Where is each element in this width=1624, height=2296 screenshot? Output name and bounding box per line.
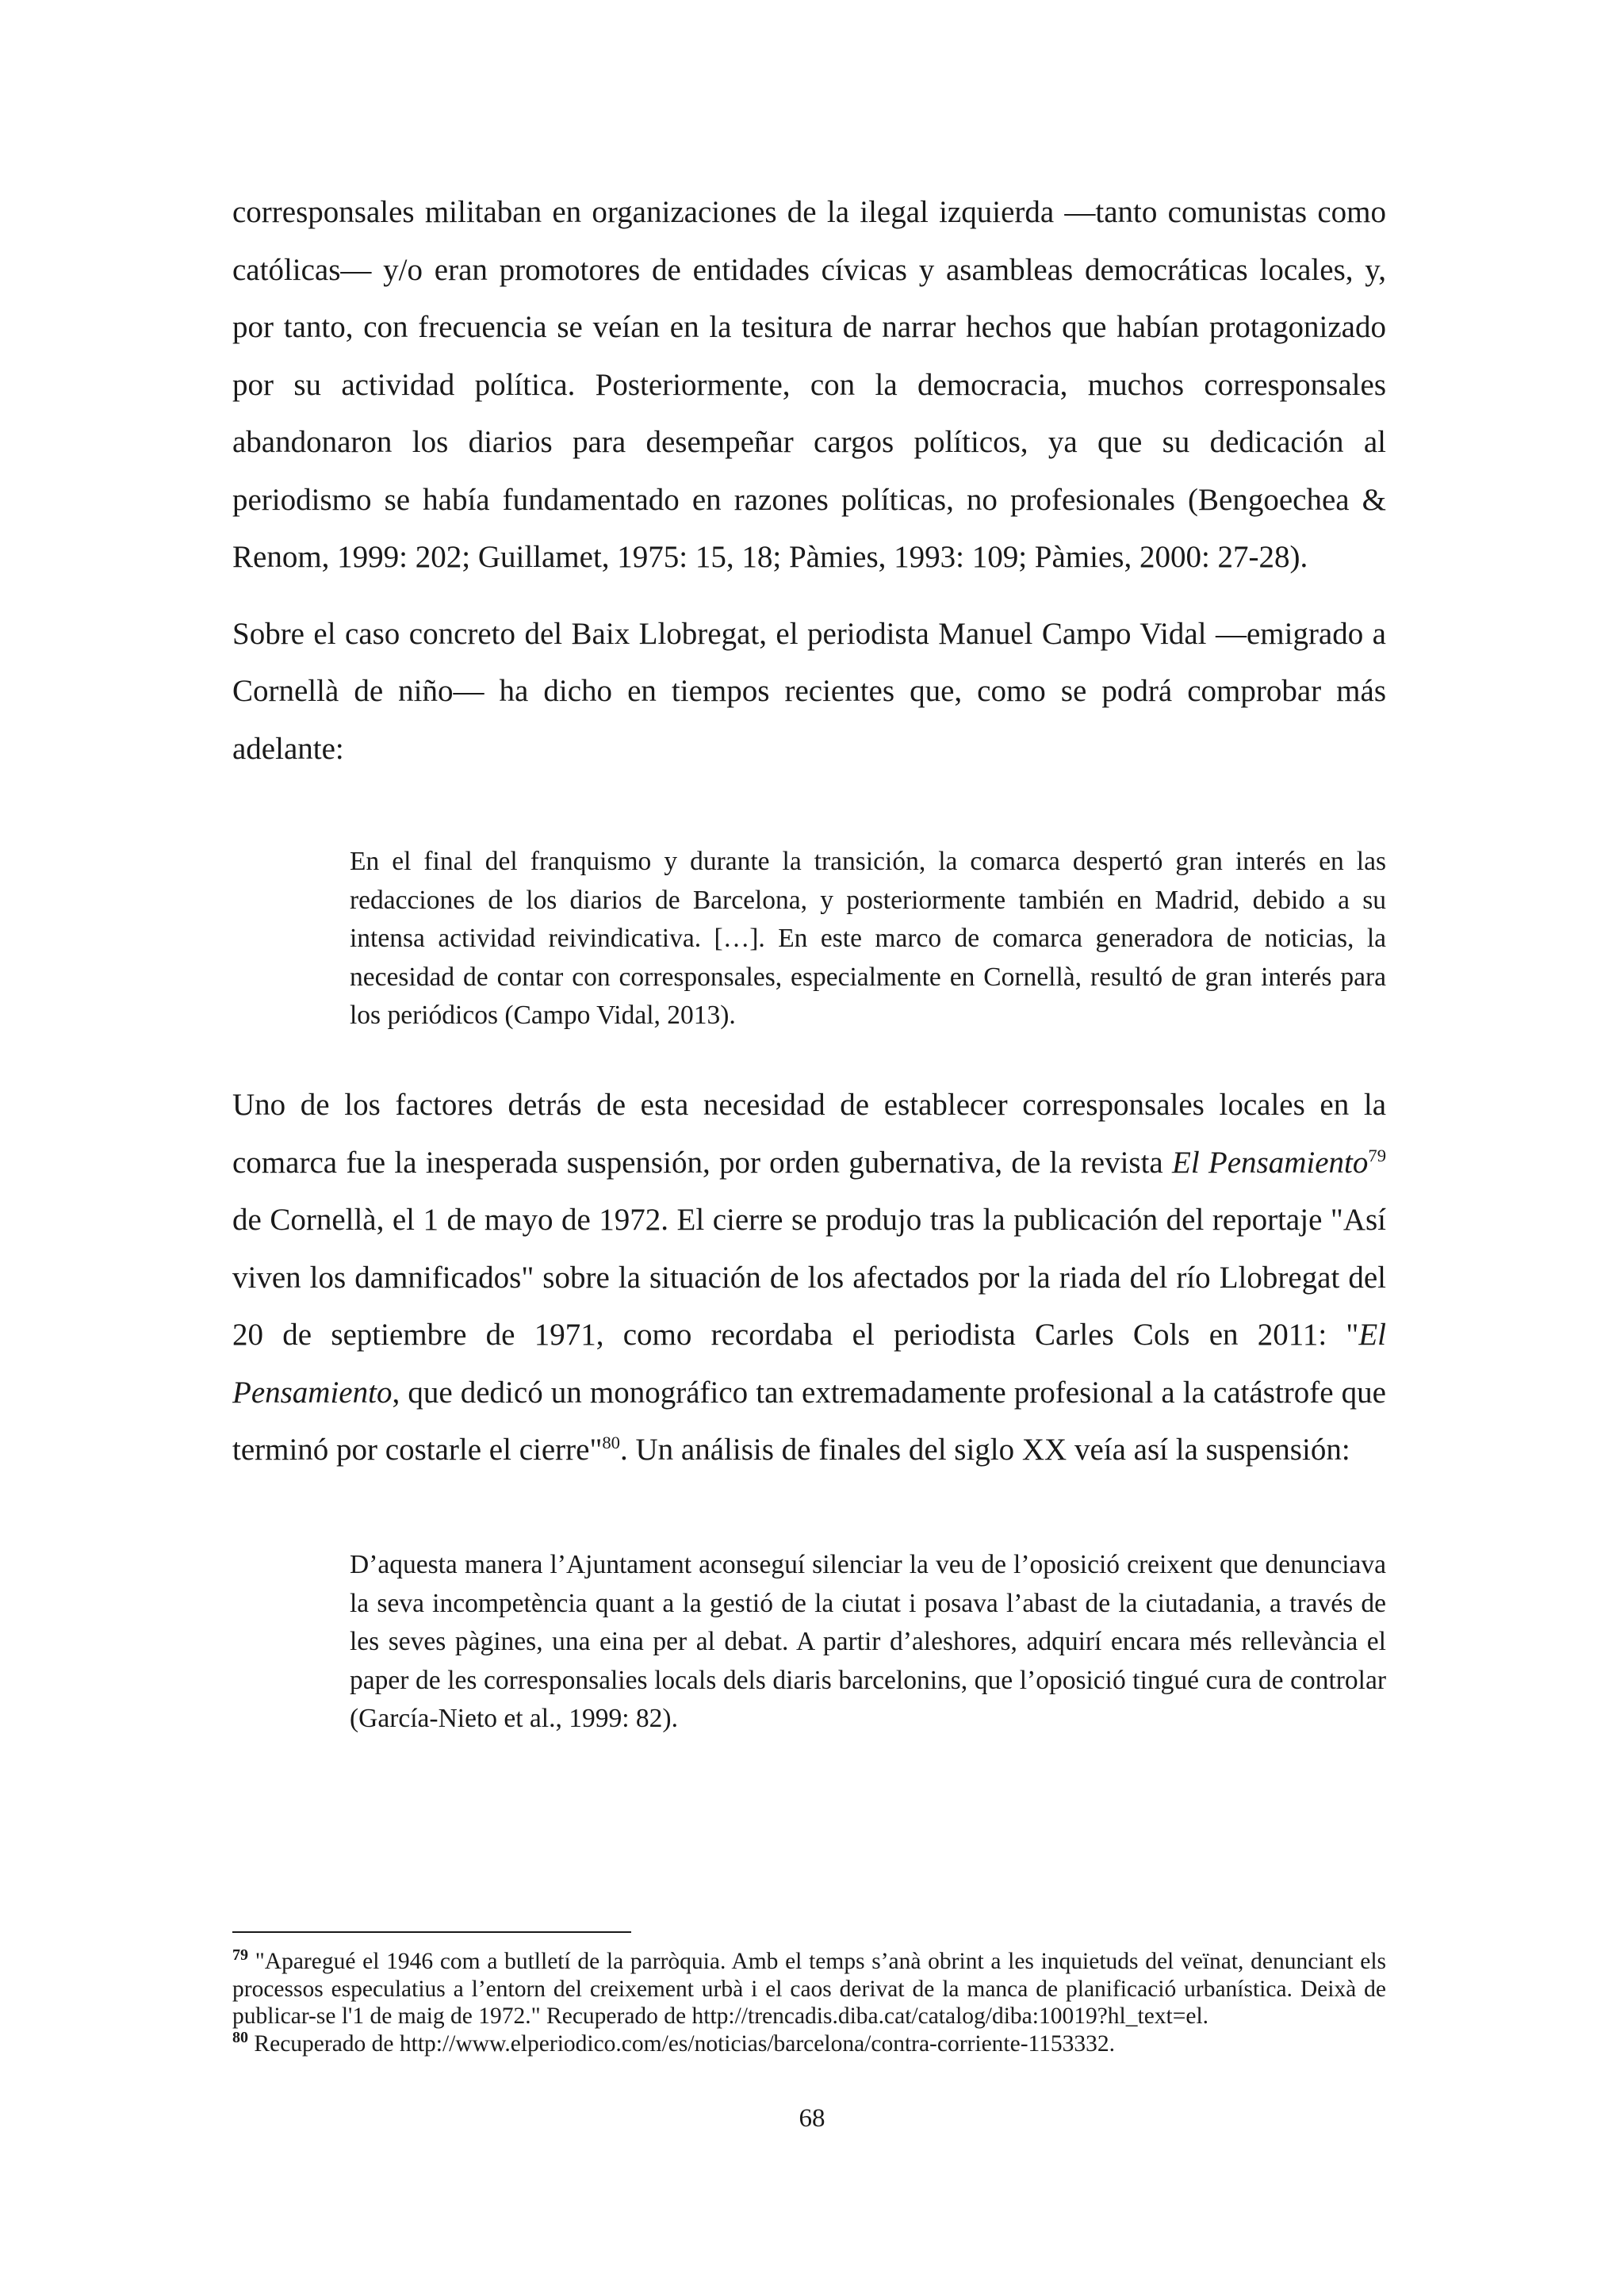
footnote-ref-79[interactable]: 79 — [1368, 1145, 1386, 1165]
footnote-mark-80: 80 — [232, 2028, 249, 2046]
footnotes — [232, 1948, 1386, 2057]
footnote-text-80: Recuperado de http://www.elperiodico.com/es/noticias/barcelona/contra-corriente-1153332. — [248, 2030, 1116, 2057]
footnote-ref-80[interactable]: 80 — [602, 1433, 620, 1452]
paragraph-corresponsales: corresponsales militaban en organizaciones de la ilegal izquierda —tanto comunistas como católicas— y/o eran promotores de entidades cívicas y asambleas democráticas locales, y, por tanto, con frecuencia se veían en la tesitura de narrar hechos que habían protagonizado por su actividad política. Posteriormente, con la democracia, muchos corresponsales abandonaron los diarios para desempeñar cargos políticos, ya que su dedicación al periodismo se había fundamentado en razones políticas, no profesionales (Bengoechea & Renom, 1999: 202; Guillamet, 1975: 15, 18; Pàmies, 1993: 109; Pàmies, 2000: 27-28). — [232, 195, 1386, 574]
paragraph-el-pensamiento-part-a: Uno de los factores detrás de esta necesidad de establecer corresponsales locales en la comarca fue la inesperada suspensión, por orden gubernativa, de la revista — [232, 1088, 1386, 1180]
footnote-separator — [232, 1931, 631, 1933]
paragraph-el-pensamiento-part-b: de Cornellà, el 1 de mayo de 1972. El cierre se produjo tras la publicación del reportaje "Así viven los damnificados" sobre la situación de los afectados por la riada del río Llobregat del 20 de septiembre de 1971, como recordaba el periodista Carles Cols en 2011: " — [232, 1203, 1386, 1352]
paragraph-el-pensamiento — [232, 1077, 1386, 1479]
magazine-title-el-pensamiento-quote: El Pensamiento — [232, 1318, 1386, 1410]
footnote-mark-79: 79 — [232, 1946, 249, 1965]
footnote-80 — [232, 2030, 1386, 2058]
paragraph-baix-llobregat: Sobre el caso concreto del Baix Llobregat, el periodista Manuel Campo Vidal —emigrado a Cornellà de niño— ha dicho en tiempos recientes que, como se podrá comprobar más adelante: — [232, 616, 1386, 766]
main-text-block-middle — [232, 1077, 1386, 1498]
magazine-title-el-pensamiento: El Pensamiento — [1172, 1145, 1369, 1180]
main-text-block-top — [232, 184, 1386, 797]
footnote-text-79: "Aparegué el 1946 com a butlletí de la parròquia. Amb el temps s’anà obrint a les inquietuds del veïnat, denunciant els processos especulatius a l’entorn del creixement urbà i el caos derivat de la manca de planificació urbanística. Deixà de publicar-se l'1 de maig de 1972." Recuperado de http://trencadis.diba.cat/catalog/diba:10019?hl_text=el. — [232, 1949, 1386, 2029]
page-number: 68 — [799, 2104, 825, 2133]
paragraph-el-pensamiento-part-d: . Un análisis de finales del siglo XX veía así la suspensión: — [619, 1433, 1350, 1467]
block-quote-campo-vidal: En el final del franquismo y durante la transición, la comarca despertó gran interés en las redacciones de los diarios de Barcelona, y posteriormente también en Madrid, debido a su intensa actividad reivindicativa. […]. En este marco de comarca generadora de noticias, la necesidad de contar con corresponsales, especialmente en Cornellà, resultó de gran interés para los periódicos (Campo Vidal, 2013). — [350, 847, 1386, 1030]
footnote-79 — [232, 1948, 1386, 2030]
paragraph-el-pensamiento-part-c: , que dedicó un monográfico tan extremadamente profesional a la catástrofe que terminó por costarle el cierre" — [232, 1375, 1386, 1467]
block-quote-garcia-nieto: D’aquesta manera l’Ajuntament aconseguí silenciar la veu de l’oposició creixent que denunciava la seva incompetència quant a la gestió de la ciutat i posava l’abast de la ciutadania, a través de les seves pàgines, una eina per al debat. A partir d’aleshores, adquirí encara més rellevància el paper de les corresponsalies locals dels diaris barcelonins, que l’oposició tingué cura de controlar (García-Nieto et al., 1999: 82). — [350, 1550, 1386, 1733]
